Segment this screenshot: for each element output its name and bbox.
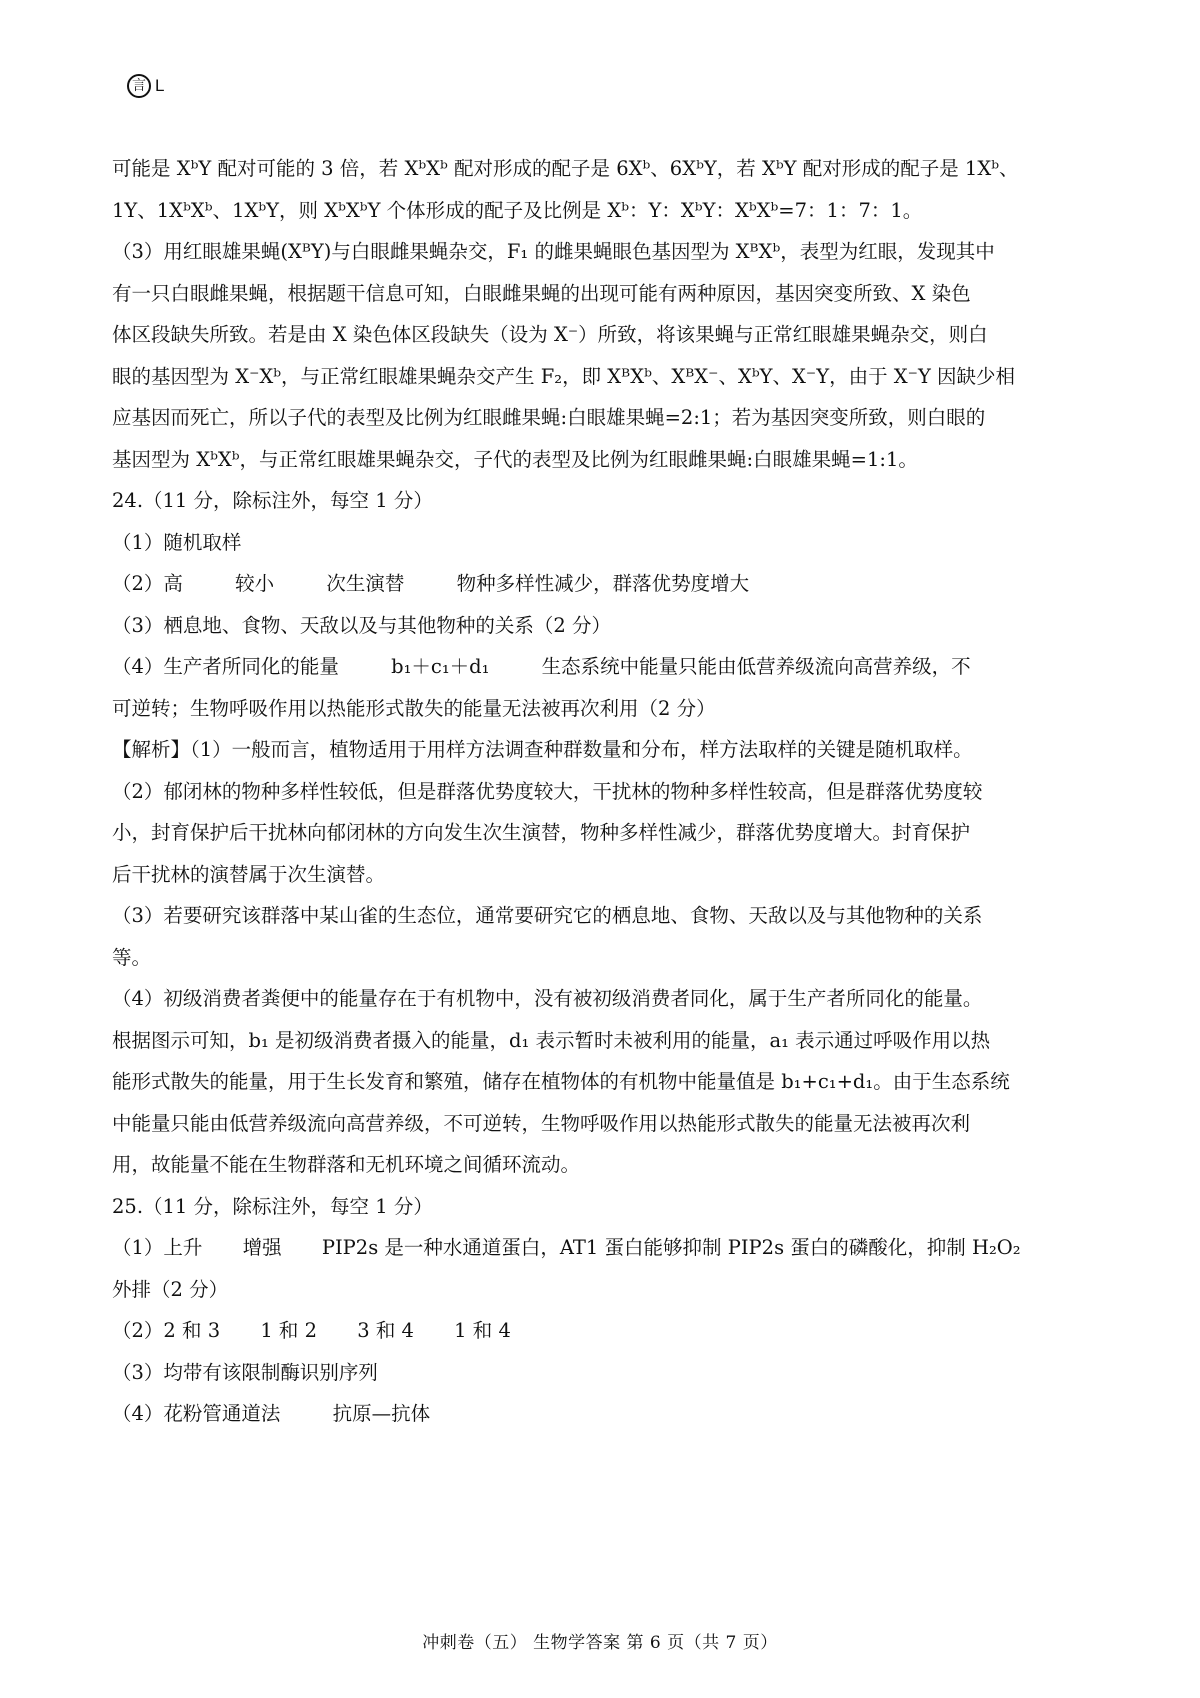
answer-24-2 [112, 563, 1097, 605]
text-line: 中能量只能由低营养级流向高营养级，不可逆转，生物呼吸作用以热能形式散失的能量无法被再次利 [112, 1111, 971, 1135]
text-line: 根据图示可知，b₁ 是初级消费者摄入的能量，d₁ 表示暂时未被利用的能量，a₁ 表示通过呼吸作用以热 [112, 1028, 991, 1052]
answer-25-1-cont: 外排（2 分） [112, 1277, 229, 1301]
answer-part: （1）上升 [112, 1236, 203, 1259]
question-25-heading: 25.（11 分，除标注外，每空 1 分） [112, 1194, 433, 1218]
text-line: 基因型为 XᵇXᵇ，与正常红眼雄果蝇杂交，子代的表型及比例为红眼雌果蝇:白眼雄果蝇=1:1。 [112, 447, 918, 471]
text-line: 用，故能量不能在生物群落和无机环境之间循环流动。 [112, 1153, 581, 1176]
answer-part: 1 和 2 [260, 1319, 318, 1342]
answer-part: （2）2 和 3 [112, 1319, 221, 1342]
header-logo [127, 74, 164, 98]
text-line: （4）初级消费者粪便中的能量存在于有机物中，没有被初级消费者同化，属于生产者所同化的能量。 [112, 987, 983, 1010]
text-line: 小，封育保护后干扰林向郁闭林的方向发生次生演替，物种多样性减少，群落优势度增大。封育保护 [112, 821, 971, 844]
answer-part: 增强 [242, 1236, 282, 1259]
text-line: 1Y、1XᵇXᵇ、1XᵇY，则 XᵇXᵇY 个体形成的配子及比例是 Xᵇ：Y：XᵇY：XᵇXᵇ=7：1：7：1。 [112, 198, 923, 222]
text-line: 有一只白眼雌果蝇，根据题干信息可知，白眼雌果蝇的出现可能有两种原因，基因突变所致、X 染色 [112, 281, 971, 305]
answer-part: 抗原—抗体 [332, 1402, 431, 1425]
answer-25-2 [112, 1310, 1097, 1352]
answer-24-3: （3）栖息地、食物、天敌以及与其他物种的关系（2 分） [112, 613, 612, 637]
page-footer: 冲刺卷（五） 生物学答案 第 6 页（共 7 页） [422, 1633, 778, 1653]
answer-content [112, 148, 1097, 1435]
answer-part: 生态系统中能量只能由低营养级流向高营养级，不 [541, 655, 971, 678]
text-line: 可能是 XᵇY 配对可能的 3 倍，若 XᵇXᵇ 配对形成的配子是 6Xᵇ、6XᵇY，若 XᵇY 配对形成的配子是 1Xᵇ、 [112, 157, 1019, 180]
answer-part: 物种多样性减少，群落优势度增大 [456, 572, 750, 595]
answer-part: （4）花粉管通道法 [112, 1402, 281, 1425]
answer-25-3: （3）均带有该限制酶识别序列 [112, 1360, 378, 1384]
answer-part: 1 和 4 [454, 1319, 511, 1342]
answer-part: PIP2s 是一种水通道蛋白，AT1 蛋白能够抑制 PIP2s 蛋白的磷酸化，抑制 H₂O₂ [321, 1236, 1021, 1259]
answer-part: 次生演替 [326, 572, 405, 595]
text-line: 等。 [112, 945, 152, 969]
text-line: 眼的基因型为 X⁻Xᵇ，与正常红眼雄果蝇杂交产生 F₂，即 XᴮXᵇ、XᴮX⁻、XᵇY、X⁻Y，由于 X⁻Y 因缺少相 [112, 364, 1016, 388]
text-line: 应基因而死亡，所以子代的表型及比例为红眼雌果蝇:白眼雄果蝇=2:1；若为基因突变所致，则白眼的 [112, 406, 986, 429]
analysis-line: 【解析】（1）一般而言，植物适用于用样方法调查种群数量和分布，样方法取样的关键是随机取样。 [112, 738, 973, 761]
text-line: 能形式散失的能量，用于生长发育和繁殖，储存在植物体的有机物中能量值是 b₁+c₁+d₁。由于生态系统 [112, 1070, 1010, 1093]
answer-24-4 [112, 646, 1097, 688]
question-24-heading: 24.（11 分，除标注外，每空 1 分） [112, 489, 433, 512]
text-line: 后干扰林的演替属于次生演替。 [112, 862, 386, 886]
answer-part: b₁＋c₁＋d₁ [391, 655, 490, 678]
answer-25-4 [112, 1393, 1097, 1435]
answer-24-1: （1）随机取样 [112, 530, 242, 554]
text-line: 体区段缺失所致。若是由 X 染色体区段缺失（设为 X⁻）所致，将该果蝇与正常红眼雄果蝇杂交，则白 [112, 323, 988, 346]
answer-part: （2）高 [112, 572, 183, 595]
text-line: （3）用红眼雄果蝇(XᴮY)与白眼雌果蝇杂交，F₁ 的雌果蝇眼色基因型为 XᴮXᵇ，表型为红眼，发现其中 [112, 240, 995, 263]
text-line: （2）郁闭林的物种多样性较低，但是群落优势度较大，干扰林的物种多样性较高，但是群落优势度较 [112, 779, 983, 803]
logo-circle-icon: 言 [127, 74, 151, 98]
answer-part: 较小 [235, 572, 275, 595]
answer-25-1 [112, 1227, 1097, 1269]
logo-letter: L [155, 76, 165, 95]
text-line: 可逆转；生物呼吸作用以热能形式散失的能量无法被再次利用（2 分） [112, 696, 716, 720]
text-line: （3）若要研究该群落中某山雀的生态位，通常要研究它的栖息地、食物、天敌以及与其他物种的关系 [112, 904, 983, 927]
answer-part: （4）生产者所同化的能量 [112, 655, 339, 678]
answer-part: 3 和 4 [357, 1319, 414, 1342]
